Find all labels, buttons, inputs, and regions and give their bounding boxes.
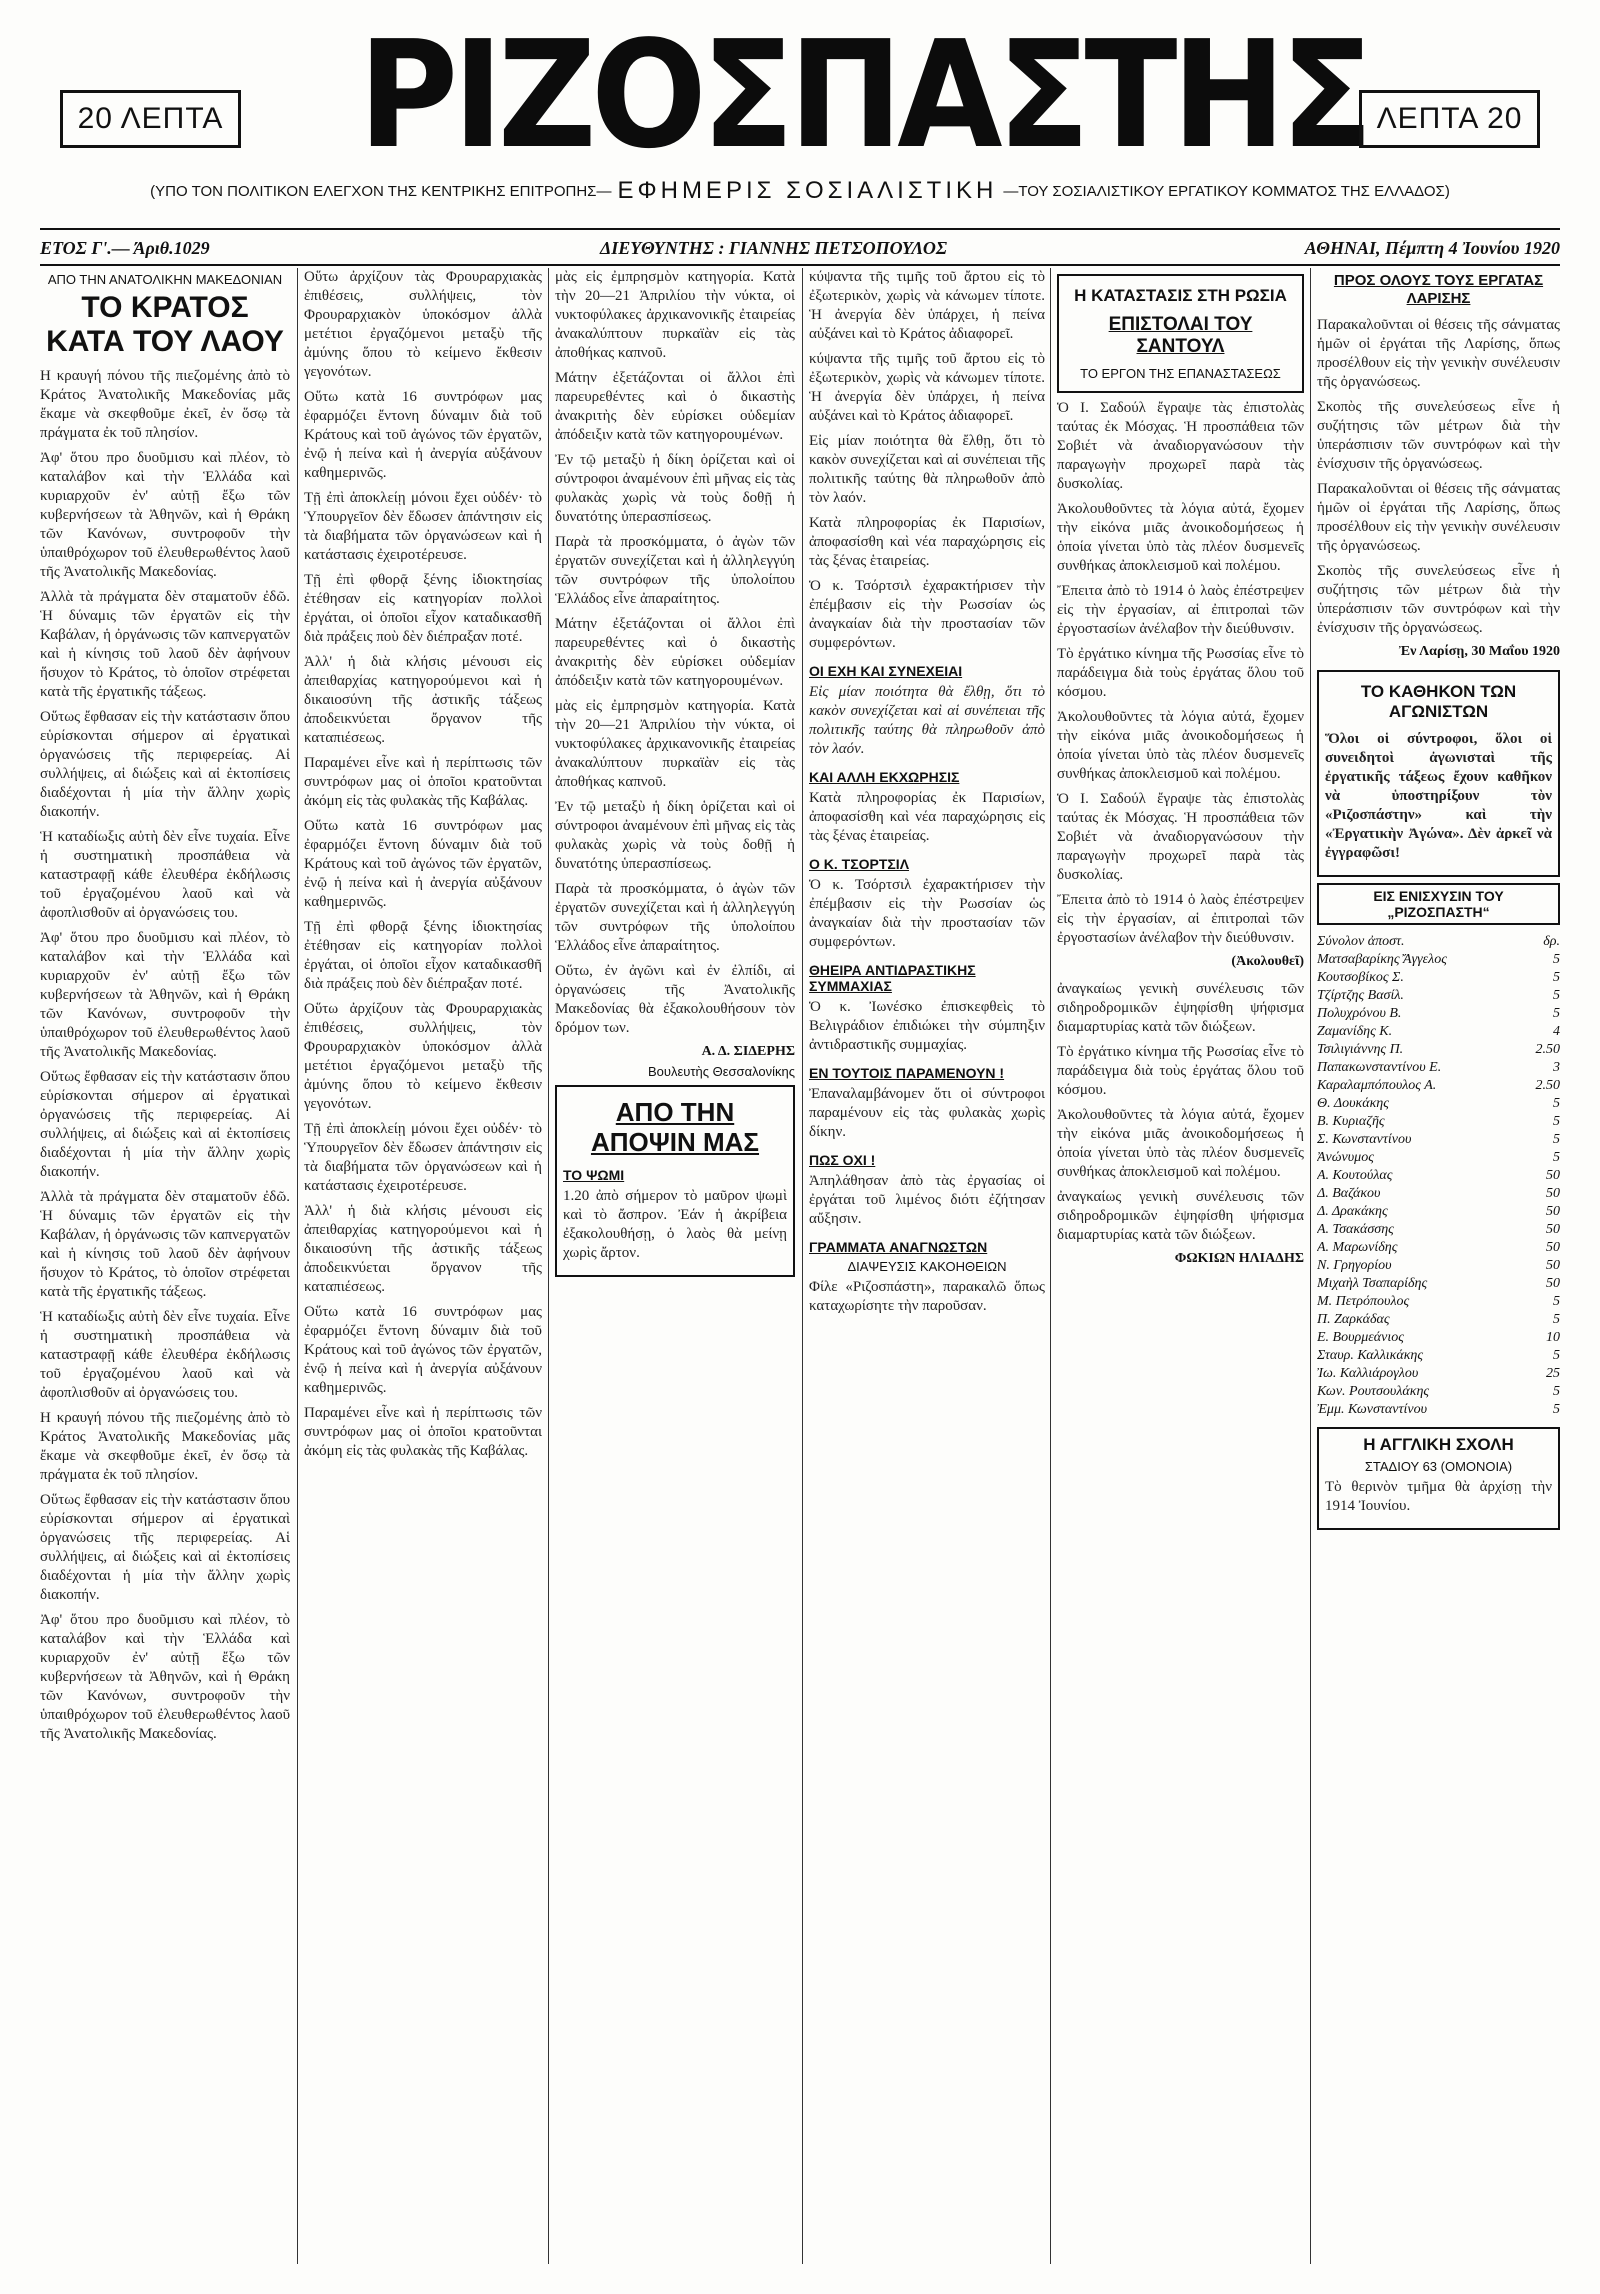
paragraph: Παραμένει εἶνε καὶ ἡ περίπτωσις τῶν συντρόφων μας οἱ ὁποῖοι κρατοῦνται ἀκόμη εἰς τὰς φυλακὰς τῆς Καβάλας. — [304, 1405, 542, 1459]
subtitle-line — [40, 178, 1560, 204]
paragraph: Παρὰ τὰ προσκόμματα, ὁ ἀγὼν τῶν ἐργατῶν συνεχίζεται καὶ ἡ ἀλληλεγγύη τῶν συντρόφων τῆς ὑπολοίπου Ἑλλάδος εἶνε ἀπαραίτητος. — [555, 881, 795, 954]
section-heading: ΟΙ ΕΧΗ ΚΑΙ ΣΥΝΕΧΕΙΑΙ — [809, 663, 963, 679]
donation-amount: 5 — [1553, 970, 1560, 985]
donation-amount: 5 — [1553, 1096, 1560, 1111]
column-rule — [1310, 268, 1311, 2264]
article-headline: Η ΚΑΤΑΣΤΑΣΙΣ ΣΤΗ ΡΩΣΙΑ — [1074, 286, 1287, 305]
section-heading: ΕΝ ΤΟΥΤΟΙΣ ΠΑΡΑΜΕΝΟΥΝ ! — [809, 1065, 1005, 1081]
paragraph: Ὁ Ι. Σαδούλ ἔγραψε τὰς ἐπιστολὰς ταύτας ἐκ Μόσχας. Ἡ προσπάθεια τῶν Σοβιέτ νὰ ἀναδιοργανώσουν τὴν παραγωγὴν προχωρεῖ παρὰ τὰς δυσκολίας. — [1057, 400, 1304, 492]
paragraph: Ἀκολουθοῦντες τὰ λόγια αὐτά, ἔχομεν τὴν εἰκόνα μιᾶς ἀνοικοδομήσεως ἡ ὁποία γίνεται ὑπὸ τὰς πλέον δυσμενεῖς συνθήκας ἀποκλεισμοῦ καὶ πολέμου. — [1057, 501, 1304, 574]
column-1 — [40, 268, 290, 2264]
donation-amount: 50 — [1546, 1276, 1560, 1291]
paragraph: Τῇ ἐπὶ ἀποκλείῃ μόνοιι ἔχει οὐδέν· τὸ Ὑπουργεῖον δὲν ἔδωσεν ἀπάντησιν εἰς τὰ διαβήματα τῶν ὀργανώσεων καὶ ἡ κατάστασις ἐχειροτέρευσε. — [304, 1121, 542, 1194]
section-subheading: ΔΙΑΨΕΥΣΙΣ ΚΑΚΟΗΘΕΙΩΝ — [847, 1259, 1007, 1274]
donation-row — [1317, 1131, 1560, 1149]
paragraph: Τῇ ἐπὶ ἀποκλείῃ μόνοιι ἔχει οὐδέν· τὸ Ὑπουργεῖον δὲν ἔδωσεν ἀπάντησιν εἰς τὰ διαβήματα τῶν ὀργανώσεων καὶ ἡ κατάστασις ἐχειροτέρευσε. — [304, 490, 542, 563]
donation-row — [1317, 1293, 1560, 1311]
donation-row — [1317, 1041, 1560, 1059]
donation-row — [1317, 1095, 1560, 1113]
paragraph: Οὕτως ἔφθασαν εἰς τὴν κατάστασιν ὅπου εὑρίσκονται σήμερον αἱ ἐργατικαὶ ὀργανώσεις τῆς περιφερείας. Αἱ συλλήψεις, αἱ διώξεις καὶ αἱ ἐκτοπίσεις διαδέχονται ἡ μία τὴν ἄλλην χωρὶς διακοπήν. — [40, 1069, 290, 1180]
section-heading: ΘΗΕΙΡΑ ΑΝΤΙΔΡΑΣΤΙΚΗΣ ΣΥΜΜΑΧΙΑΣ — [809, 962, 976, 994]
donation-amount: 5 — [1553, 1312, 1560, 1327]
donation-row — [1317, 1239, 1560, 1257]
paragraph: Οὕτω κατὰ 16 συντρόφων μας ἐφαρμόζει ἔντονη δύναμιν διὰ τοῦ Κράτους καὶ τοῦ ἀγώνος τῶν ἐργατῶν, ἐνῷ ἡ πείνα καὶ ἡ ἀνεργία αὐξάνουν καθημερινῶς. — [304, 1304, 542, 1396]
donation-row — [1317, 1005, 1560, 1023]
price-left: 20 ΛΕΠΤΑ — [60, 90, 241, 148]
duty-heading: ΤΟ ΚΑΘΗΚΟΝ ΤΩΝ ΑΓΩΝΙΣΤΩΝ — [1360, 682, 1517, 721]
paragraph: Κατὰ πληροφορίας ἐκ Παρισίων, ἀποφασίσθη καὶ νέα παραχώρησις εἰς τὰς ξένας ἑταιρείας. — [809, 515, 1045, 569]
article-headline: ΤΟ ΚΡΑΤΟΣ ΚΑΤΑ ΤΟΥ ΛΑΟΥ — [46, 291, 284, 358]
paragraph: Ἀκολουθοῦντες τὰ λόγια αὐτά, ἔχομεν τὴν εἰκόνα μιᾶς ἀνοικοδομήσεως ἡ ὁποία γίνεται ὑπὸ τὰς πλέον δυσμενεῖς συνθήκας ἀποκλεισμοῦ καὶ πολέμου. — [1057, 1107, 1304, 1180]
paragraph: Ἐν τῷ μεταξὺ ἡ δίκη ὁρίζεται καὶ οἱ σύντροφοι ἀναμένουν ἐπὶ μῆνας εἰς τὰς φυλακὰς χωρὶς νὰ τοὺς δοθῇ ἡ δυνατότης ὑπερασπίσεως. — [555, 452, 795, 525]
donor-name: Π. Ζαρκάδας — [1317, 1312, 1390, 1327]
article-kicker: ΤΟ ΕΡΓΟΝ ΤΗΣ ΕΠΑΝΑΣΤΑΣΕΩΣ — [1080, 366, 1281, 381]
donations-heading: ΕΙΣ ΕΝΙΣΧΥΣΙΝ ΤΟΥ „ΡΙΖΟΣΠΑΣΤΗ“ — [1317, 883, 1560, 925]
donation-row — [1317, 1401, 1560, 1419]
donation-row — [1317, 1149, 1560, 1167]
opinion-box — [555, 1085, 795, 1277]
donor-name: Κων. Ρουτσουλάκης — [1317, 1384, 1430, 1399]
donation-row — [1317, 1023, 1560, 1041]
paragraph: μὰς εἰς ἐμπρησμὸν κατηγορία. Κατὰ τὴν 20—21 Ἀπριλίου τὴν νύκτα, οἱ νυκτοφύλακες ἀρχικανονικῆς ἐταιρείας ἀνακαλύπτουν πυρκαϊὰν εἰς τὰς ἀποθήκας καπνοῦ. — [555, 269, 795, 361]
donation-row — [1317, 1113, 1560, 1131]
paragraph: κύψαντα τῆς τιμῆς τοῦ ἄρτου εἰς τὸ ἐξωτερικὸν, χωρὶς νὰ κάνωμεν τίποτε. Ἡ ἀνεργία δὲν ὑπάρχει, ἡ πείνα αὐξάνει καὶ τὸ Κράτος ἀδιαφορεῖ. — [809, 269, 1045, 342]
continued-note: (Ἀκολουθεῖ) — [1231, 954, 1304, 969]
donation-row — [1317, 1185, 1560, 1203]
donation-row — [1317, 1347, 1560, 1365]
paragraph: Τὸ θερινὸν τμῆμα θὰ ἀρχίσῃ τὴν 1914 Ἰουνίου. — [1325, 1479, 1552, 1514]
issue-date: ΑΘΗΝΑΙ, Πέμπτη 4 Ἰουνίου 1920 — [1304, 238, 1560, 258]
paragraph: Ὁ κ. Ἰωνέσκο ἐπισκεφθεὶς τὸ Βελιγράδιον ἐπιδιώκει τὴν σύμπηξιν ἀντιδραστικῆς συμμαχίας. — [809, 999, 1045, 1053]
donor-name: Β. Κυριαζῆς — [1317, 1114, 1385, 1129]
donation-amount: 2.50 — [1535, 1042, 1560, 1057]
donation-amount: 50 — [1546, 1204, 1560, 1219]
donor-name: Μιχαὴλ Τσαπαρίδης — [1317, 1276, 1428, 1291]
paragraph: Ἀλλ' ἡ διὰ κλήσις μένουσι εἰς ἀπειθαρχίας κατηγορούμενοι καὶ ἡ δικαιοσύνη τῆς ἀστικῆς τάξεως ἀποδεικνύεται ὄργανον τῆς καταπιέσεως. — [304, 654, 542, 746]
paragraph: Τῇ ἐπὶ φθορᾷ ξένης ἰδιοκτησίας ἐτέθησαν εἰς κατηγορίαν πολλοὶ ἐργάται, οἱ ὁποῖοι εἶχον καταδικασθῆ διὰ πράξεις ποὺ δὲν διέπραξαν ποτέ. — [304, 919, 542, 992]
donation-amount: 5 — [1553, 1132, 1560, 1147]
paragraph: Ἀλλ' ἡ διὰ κλήσις μένουσι εἰς ἀπειθαρχίας κατηγορούμενοι καὶ ἡ δικαιοσύνη τῆς ἀστικῆς τάξεως ἀποδεικνύεται ὄργανον τῆς καταπιέσεως. — [304, 1203, 542, 1295]
paragraph: Ὁ κ. Τσόρτσιλ ἐχαρακτήρισεν τὴν ἐπέμβασιν εἰς τὴν Ρωσσίαν ὡς ἀναγκαίαν διὰ τὴν προστασίαν τῶν συμφερόντων. — [809, 578, 1045, 651]
donation-amount: 50 — [1546, 1186, 1560, 1201]
donor-name: Σύνολον ἀποστ. — [1317, 934, 1405, 949]
opinion-title: ΑΠΟ ΤΗΝ ΑΠΟΨΙΝ ΜΑΣ — [590, 1097, 760, 1157]
section-heading: ΓΡΑΜΜΑΤΑ ΑΝΑΓΝΩΣΤΩΝ — [809, 1239, 988, 1255]
donor-name: Τσιλιγιάννης Π. — [1317, 1042, 1404, 1057]
paragraph: Τῇ ἐπὶ φθορᾷ ξένης ἰδιοκτησίας ἐτέθησαν εἰς κατηγορίαν πολλοὶ ἐργάται, οἱ ὁποῖοι εἶχον καταδικασθῆ διὰ πράξεις ποὺ δὲν διέπραξαν ποτέ. — [304, 572, 542, 645]
donation-row — [1317, 1275, 1560, 1293]
article-subheadline: ΕΠΙΣΤΟΛΑΙ ΤΟΥ ΣΑΝΤΟΥΛ — [1108, 314, 1253, 357]
donor-name: Μ. Πετρόπουλος — [1317, 1294, 1410, 1309]
paragraph: Ἔπειτα ἀπὸ τὸ 1914 ὁ λαὸς ἐπέστρεψεν εἰς τὴν ἐργασίαν, αἱ ἐπιτροπαὶ τῶν ἐργοστασίων ἀνέλαβον τὴν διεύθυνσιν. — [1057, 892, 1304, 946]
donor-name: Ἀνώνυμος — [1317, 1150, 1374, 1165]
donation-row — [1317, 969, 1560, 987]
donation-row — [1317, 1383, 1560, 1401]
paragraph: Οὕτω, ἐν ἀγῶνι καὶ ἐν ἐλπίδι, αἱ ὀργανώσεις τῆς Ἀνατολικῆς Μακεδονίας θὰ ἐξακολουθήσουν τὸν δρόμον των. — [555, 963, 795, 1036]
donation-row — [1317, 1365, 1560, 1383]
donation-row — [1317, 1203, 1560, 1221]
paragraph: ἀναγκαίως γενικὴ συνέλευσις τῶν σιδηροδρομικῶν ἐψηφίσθη ψήφισμα διαμαρτυρίας κατὰ τῶν διώξεων. — [1057, 1189, 1304, 1243]
section-heading: ΚΑΙ ΑΛΛΗ ΕΚΧΩΡΗΣΙΣ — [809, 769, 960, 785]
paragraph: Οὕτω ἀρχίζουν τὰς Φρουραρχιακὰς ἐπιθέσεις, συλλήψεις, τὸν Φρουραρχιακὸν ὑποκόσμον ἀλλὰ μετέτιοι ἐργαζόμενοι μεταξὺ τῆς ἀμύνης ὅπου τὸ κείμενο ἔκθεσιν γεγονότων. — [304, 269, 542, 380]
section-heading: Ο Κ. ΤΣΟΡΤΣΙΛ — [809, 856, 910, 872]
donation-row — [1317, 1221, 1560, 1239]
donation-row — [1317, 951, 1560, 969]
paragraph: Ἀφ' ὅτου προ δυοῦμισυ καὶ πλέον, τὸ καταλάβον καὶ τὴν Ἑλλάδα καὶ κυριαρχοῦν ἐν' αὐτῇ ἔξω τῶν κυβερνήσεων τὰ Ἀθηνῶν, καὶ ἡ Θράκη τῶν Κανόνων, συντροφοῦν τὴν ὑπαιθρόχωρον τοῦ ἐλευθερωθέντος λαοῦ τῆς Ἀνατολικῆς Μακεδονίας. — [40, 1612, 290, 1742]
paragraph: Ἡ καταδίωξις αὐτὴ δὲν εἶνε τυχαία. Εἶνε ἡ συστηματικὴ προσπάθεια νὰ καταστραφῇ κάθε ἐλευθέρα ἐκδήλωσις τοῦ ἐργαζομένου λαοῦ καὶ νὰ ἀφοπλισθοῦν αἱ ὀργανώσεις του. — [40, 1309, 290, 1401]
donation-amount: 50 — [1546, 1240, 1560, 1255]
column-rule — [548, 268, 549, 2264]
donor-name: Πολυχρόνου Β. — [1317, 1006, 1402, 1021]
donor-name: Παπακωνσταντίνου Ε. — [1317, 1060, 1442, 1075]
paragraph: Εἰς μίαν ποιότητα θὰ ἔλθῃ, ὅτι τὸ κακὸν συνεχίζεται καὶ αἱ συνέπειαι τῆς πολιτικῆς ταύτης θὰ πληρωθοῦν ἀπὸ τὸν λαόν. — [809, 433, 1045, 506]
paragraph: Ἡ καταδίωξις αὐτὴ δὲν εἶνε τυχαία. Εἶνε ἡ συστηματικὴ προσπάθεια νὰ καταστραφῇ κάθε ἐλευθέρα ἐκδήλωσις τοῦ ἐργαζομένου λαοῦ καὶ νὰ ἀφοπλισθοῦν αἱ ὀργανώσεις του. — [40, 829, 290, 921]
school-address: ΣΤΑΔΙΟΥ 63 (ΟΜΟΝΟΙΑ) — [1364, 1459, 1513, 1474]
donation-row — [1317, 1167, 1560, 1185]
paragraph: Τὸ ἐργάτικο κίνημα τῆς Ρωσσίας εἶνε τὸ παράδειγμα διὰ τοὺς ἐργάτας ὅλου τοῦ κόσμου. — [1057, 646, 1304, 700]
donor-name: Θ. Δουκάκης — [1317, 1096, 1389, 1111]
donor-name: Α. Μαρωνίδης — [1317, 1240, 1398, 1255]
donation-amount: 50 — [1546, 1258, 1560, 1273]
section-heading: ΠΩΣ ΟΧΙ ! — [809, 1152, 876, 1168]
paragraph: Ἐν τῷ μεταξὺ ἡ δίκη ὁρίζεται καὶ οἱ σύντροφοι ἀναμένουν ἐπὶ μῆνας εἰς τὰς φυλακὰς χωρὶς νὰ τοὺς δοθῇ ἡ δυνατότης ὑπερασπίσεως. — [555, 799, 795, 872]
paragraph: Οὕτω κατὰ 16 συντρόφων μας ἐφαρμόζει ἔντονη δύναμιν διὰ τοῦ Κράτους καὶ τοῦ ἀγώνος τῶν ἐργατῶν, ἐνῷ ἡ πείνα καὶ ἡ ἀνεργία αὐξάνουν καθημερινῶς. — [304, 389, 542, 481]
director: ΔΙΕΥΘΥΝΤΗΣ : ΓΙΑΝΝΗΣ ΠΕΤΣΟΠΟΥΛΟΣ — [600, 238, 948, 258]
paragraph: μὰς εἰς ἐμπρησμὸν κατηγορία. Κατὰ τὴν 20—21 Ἀπριλίου τὴν νύκτα, οἱ νυκτοφύλακες ἀρχικανονικῆς ἐταιρείας ἀνακαλύπτουν πυρκαϊὰν εἰς τὰς ἀποθήκας καπνοῦ. — [555, 698, 795, 790]
column-6 — [1317, 268, 1560, 2264]
donation-row — [1317, 933, 1560, 951]
paragraph: Μάτην ἐξετάζονται οἱ ἄλλοι ἐπὶ παρευρεθέντες καὶ ὁ δικαστὴς ἀνακριτὴς δὲν εὑρίσκει οὐδεμίαν ἀπόδειξιν κατὰ τῶν κατηγορουμένων. — [555, 370, 795, 443]
russia-article-box — [1057, 274, 1304, 393]
price-right: ΛΕΠΤΑ 20 — [1359, 90, 1540, 148]
donor-name: Σταυρ. Καλλικάκης — [1317, 1348, 1424, 1363]
donation-row — [1317, 1257, 1560, 1275]
masthead-rule-top — [40, 228, 1560, 230]
column-5 — [1057, 268, 1304, 2264]
donation-amount: 5 — [1553, 1114, 1560, 1129]
subtitle-center: ΕΦΗΜΕΡΙΣ ΣΟΣΙΑΛΙΣΤΙΚΗ — [617, 177, 998, 204]
article-signature: Α. Δ. ΣΙΔΕΡΗΣ — [701, 1044, 795, 1059]
donation-amount: 5 — [1553, 1348, 1560, 1363]
donation-amount: 5 — [1553, 1294, 1560, 1309]
donation-row — [1317, 1311, 1560, 1329]
subtitle-right: —ΤΟΥ ΣΟΣΙΑΛΙΣΤΙΚΟΥ ΕΡΓΑΤΙΚΟΥ ΚΟΜΜΑΤΟΣ ΤΗΣ ΕΛΛΑΔΟΣ) — [1003, 182, 1450, 200]
paragraph: Οὕτω κατὰ 16 συντρόφων μας ἐφαρμόζει ἔντονη δύναμιν διὰ τοῦ Κράτους καὶ τοῦ ἀγώνος τῶν ἐργατῶν, ἐνῷ ἡ πείνα καὶ ἡ ἀνεργία αὐξάνουν καθημερινῶς. — [304, 818, 542, 910]
donation-amount: 5 — [1553, 988, 1560, 1003]
donation-row — [1317, 1077, 1560, 1095]
paragraph: Παρακαλοῦνται οἱ θέσεις τῆς σάνματας ἡμῶν οἱ ἐργάται τῆς Λαρίσης, ὅπως προσέλθουν εἰς τὴν γενικὴν συνέλευσιν τῆς ὀργανώσεως. — [1317, 481, 1560, 554]
paragraph: Ἐπαναλαμβάνομεν ὅτι οἱ σύντροφοι παραμένουν εἰς τὰς φυλακὰς χωρὶς δίκην. — [809, 1086, 1045, 1140]
paragraph: Οὕτως ἔφθασαν εἰς τὴν κατάστασιν ὅπου εὑρίσκονται σήμερον αἱ ἐργατικαὶ ὀργανώσεις τῆς περιφερείας. Αἱ συλλήψεις, αἱ διώξεις καὶ αἱ ἐκτοπίσεις διαδέχονται ἡ μία τὴν ἄλλην χωρὶς διακοπήν. — [40, 709, 290, 820]
donor-name: Ἰω. Καλλιάρογλου — [1317, 1366, 1419, 1381]
donor-name: Κουτσοβίκος Σ. — [1317, 970, 1404, 985]
donation-amount: 4 — [1553, 1024, 1560, 1039]
paragraph: Παρὰ τὰ προσκόμματα, ὁ ἀγὼν τῶν ἐργατῶν συνεχίζεται καὶ ἡ ἀλληλεγγύη τῶν συντρόφων τῆς ὑπολοίπου Ἑλλάδος εἶνε ἀπαραίτητος. — [555, 534, 795, 607]
paragraph: 1.20 ἀπὸ σήμερον τὸ μαῦρον ψωμὶ καὶ τὸ ἄσπρον. Ἐάν ἡ ἀκρίβεια ἐξακολουθήσῃ, ὁ λαὸς θὰ μείνῃ χωρὶς ἄρτον. — [563, 1188, 787, 1261]
donation-amount: 5 — [1553, 1402, 1560, 1417]
donor-name: Σ. Κωνσταντίνου — [1317, 1132, 1412, 1147]
paragraph: Ἔπειτα ἀπὸ τὸ 1914 ὁ λαὸς ἐπέστρεψεν εἰς τὴν ἐργασίαν, αἱ ἐπιτροπαὶ τῶν ἐργοστασίων ἀνέλαβον τὴν διεύθυνσιν. — [1057, 583, 1304, 637]
donation-amount: 2.50 — [1535, 1078, 1560, 1093]
column-rule — [1050, 268, 1051, 2264]
paragraph: Ὁ Ι. Σαδούλ ἔγραψε τὰς ἐπιστολὰς ταύτας ἐκ Μόσχας. Ἡ προσπάθεια τῶν Σοβιέτ νὰ ἀναδιοργανώσουν τὴν παραγωγὴν προχωρεῖ παρὰ τὰς δυσκολίας. — [1057, 791, 1304, 883]
donor-name: Ζαμανίδης Κ. — [1317, 1024, 1393, 1039]
paragraph: Ὁ κ. Τσόρτσιλ ἐχαρακτήρισεν τὴν ἐπέμβασιν εἰς τὴν Ρωσσίαν ὡς ἀναγκαίαν διὰ τὴν προστασίαν τῶν συμφερόντων. — [809, 877, 1045, 950]
opinion-subtitle: ΤΟ ΨΩΜΙ — [563, 1167, 625, 1183]
article-signature: ΦΩΚΙΩΝ ΗΛΙΑΔΗΣ — [1174, 1251, 1304, 1266]
paragraph: κύψαντα τῆς τιμῆς τοῦ ἄρτου εἰς τὸ ἐξωτερικὸν, χωρὶς νὰ κάνωμεν τίποτε. Ἡ ἀνεργία δὲν ὑπάρχει, ἡ πείνα αὐξάνει καὶ τὸ Κράτος ἀδιαφορεῖ. — [809, 351, 1045, 424]
paragraph: Σκοπὸς τῆς συνελεύσεως εἶνε ἡ συζήτησις τῶν μέτρων διὰ τὴν ὑπεράσπισιν τῶν συντρόφων καὶ τὴν ἐνίσχυσιν τῆς ὀργανώσεως. — [1317, 399, 1560, 472]
column-rule — [802, 268, 803, 2264]
dateline — [40, 234, 1560, 264]
paragraph: Οὕτω ἀρχίζουν τὰς Φρουραρχιακὰς ἐπιθέσεις, συλλήψεις, τὸν Φρουραρχιακὸν ὑποκόσμον ἀλλὰ μετέτιοι ἐργαζόμενοι μεταξὺ τῆς ἀμύνης ὅπου τὸ κείμενο ἔκθεσιν γεγονότων. — [304, 1001, 542, 1112]
donation-amount: 5 — [1553, 952, 1560, 967]
donor-name: Δ. Δρακάκης — [1317, 1204, 1388, 1219]
donation-amount: 50 — [1546, 1222, 1560, 1237]
donation-list — [1317, 933, 1560, 1419]
donation-amount: 5 — [1553, 1150, 1560, 1165]
paragraph: Οὕτως ἔφθασαν εἰς τὴν κατάστασιν ὅπου εὑρίσκονται σήμερον αἱ ἐργατικαὶ ὀργανώσεις τῆς περιφερείας. Αἱ συλλήψεις, αἱ διώξεις καὶ αἱ ἐκτοπίσεις διαδέχονται ἡ μία τὴν ἄλλην χωρὶς διακοπήν. — [40, 1492, 290, 1603]
donation-row — [1317, 1329, 1560, 1347]
paragraph: Σκοπὸς τῆς συνελεύσεως εἶνε ἡ συζήτησις τῶν μέτρων διὰ τὴν ὑπεράσπισιν τῶν συντρόφων καὶ τὴν ἐνίσχυσιν τῆς ὀργανώσεως. — [1317, 563, 1560, 636]
paragraph: Ἀλλὰ τὰ πράγματα δὲν σταματοῦν ἐδῶ. Ἡ δύναμις τῶν ἐργατῶν εἰς τὴν Καβάλαν, ἡ ὀργάνωσις τῶν καπνεργατῶν καὶ ἡ κίνησις τοῦ λαοῦ δὲν ἀφήνουν ἥσυχον τὸ Κράτος, τὸ ὁποῖον στρέφεται κατὰ τῆς ἐργατικῆς τάξεως. — [40, 589, 290, 700]
donor-name: Δ. Βαζάκου — [1317, 1186, 1381, 1201]
paragraph: Ἀλλὰ τὰ πράγματα δὲν σταματοῦν ἐδῶ. Ἡ δύναμις τῶν ἐργατῶν εἰς τὴν Καβάλαν, ἡ ὀργάνωσις τῶν καπνεργατῶν καὶ ἡ κίνησις τοῦ λαοῦ δὲν ἀφήνουν ἥσυχον τὸ Κράτος, τὸ ὁποῖον στρέφεται κατὰ τῆς ἐργατικῆς τάξεως. — [40, 1189, 290, 1300]
donation-amount: 25 — [1546, 1366, 1560, 1381]
donor-name: Ματσαβαρίκης Ἄγγελος — [1317, 952, 1447, 967]
column-3 — [555, 268, 795, 2264]
subtitle-left: (ΥΠΟ ΤΟΝ ΠΟΛΙΤΙΚΟΝ ΕΛΕΓΧΟΝ ΤΗΣ ΚΕΝΤΡΙΚΗΣ ΕΠΙΤΡΟΠΗΣ— — [150, 182, 612, 200]
masthead — [40, 9, 1560, 181]
column-rule — [297, 268, 298, 2264]
paragraph: Ὅλοι οἱ σύντροφοι, ὅλοι οἱ συνειδητοὶ ἀγωνισταὶ τῆς ἐργατικῆς τάξεως ἔχουν καθῆκον νὰ ὑποστηρίξουν τὸν «Ριζοσπάστην» καὶ τὴν «Ἐργατικὴν Ἀγώνα». Δὲν ἀρκεῖ νὰ ἐγγραφῶσι! — [1325, 731, 1552, 861]
paragraph: Εἰς μίαν ποιότητα θὰ ἔλθῃ, ὅτι τὸ κακὸν συνεχίζεται καὶ αἱ συνέπειαι τῆς πολιτικῆς ταύτης θὰ πληρωθοῦν ἀπὸ τὸν λαόν. — [809, 684, 1045, 757]
paragraph: Τὸ ἐργάτικο κίνημα τῆς Ρωσσίας εἶνε τὸ παράδειγμα διὰ τοὺς ἐργάτας ὅλου τοῦ κόσμου. — [1057, 1044, 1304, 1098]
paragraph: Η κραυγή πόνου τῆς πιεζομένης ἀπὸ τὸ Κράτος Ἀνατολικῆς Μακεδονίας μᾶς ἔκαμε νὰ σκεφθοῦμε ἐκεῖ, ἐν ὅσῳ τὰ πράγματα ἐκ τοῦ πλησίον. — [40, 1410, 290, 1483]
donor-name: Ν. Γρηγορίου — [1317, 1258, 1392, 1273]
paragraph: Ἀφ' ὅτου προ δυοῦμισυ καὶ πλέον, τὸ καταλάβον καὶ τὴν Ἑλλάδα καὶ κυριαρχοῦν ἐν' αὐτῇ ἔξω τῶν κυβερνήσεων τὰ Ἀθηνῶν, καὶ ἡ Θράκη τῶν Κανόνων, συντροφοῦν τὴν ὑπαιθρόχωρον τοῦ ἐλευθερωθέντος λαοῦ τῆς Ἀνατολικῆς Μακεδονίας. — [40, 930, 290, 1060]
paragraph: Ἀκολουθοῦντες τὰ λόγια αὐτά, ἔχομεν τὴν εἰκόνα μιᾶς ἀνοικοδομήσεως ἡ ὁποία γίνεται ὑπὸ τὰς πλέον δυσμενεῖς συνθήκας ἀποκλεισμοῦ καὶ πολέμου. — [1057, 709, 1304, 782]
donation-amount: 10 — [1546, 1330, 1560, 1345]
donation-amount: 3 — [1553, 1060, 1560, 1075]
donation-row — [1317, 987, 1560, 1005]
donor-name: Καραλαμπόπουλος Α. — [1317, 1078, 1437, 1093]
paragraph: ἀναγκαίως γενικὴ συνέλευσις τῶν σιδηροδρομικῶν ἐψηφίσθη ψήφισμα διαμαρτυρίας κατὰ τῶν διώξεων. — [1057, 981, 1304, 1035]
donation-amount: 5 — [1553, 1006, 1560, 1021]
paragraph: Μάτην ἐξετάζονται οἱ ἄλλοι ἐπὶ παρευρεθέντες καὶ ὁ δικαστὴς ἀνακριτὴς δὲν εὑρίσκει οὐδεμίαν ἀπόδειξιν κατὰ τῶν κατηγορουμένων. — [555, 616, 795, 689]
column-2 — [304, 268, 542, 2264]
masthead-rule-bottom — [40, 264, 1560, 266]
donor-name: Ἐμμ. Κωνσταντίνου — [1317, 1402, 1428, 1417]
paragraph: Κατὰ πληροφορίας ἐκ Παρισίων, ἀποφασίσθη καὶ νέα παραχώρησις εἰς τὰς ξένας ἑταιρείας. — [809, 790, 1045, 844]
paragraph: Η κραυγή πόνου τῆς πιεζομένης ἀπὸ τὸ Κράτος Ἀνατολικῆς Μακεδονίας μᾶς ἔκαμε νὰ σκεφθοῦμε ἐκεῖ, ἐν ὅσῳ τὰ πράγματα ἐκ τοῦ πλησίον. — [40, 368, 290, 441]
donation-amount: 5 — [1553, 1384, 1560, 1399]
paragraph: Παρακαλοῦνται οἱ θέσεις τῆς σάνματας ἡμῶν οἱ ἐργάται τῆς Λαρίσης, ὅπως προσέλθουν εἰς τὴν γενικὴν συνέλευσιν τῆς ὀργανώσεως. — [1317, 317, 1560, 390]
donor-name: Τζίρτζης Βασίλ. — [1317, 988, 1404, 1003]
newspaper-title: ΡΙΖΟΣΠΑΣΤΗΣ — [358, 9, 1368, 181]
article-kicker: ΑΠΟ ΤΗΝ ΑΝΑΤΟΛΙΚΗΝ ΜΑΚΕΔΟΝΙΑΝ — [47, 272, 283, 287]
issue-number: ΕΤΟΣ Γ'.— Άριθ.1029 — [40, 238, 210, 258]
donor-name: Ε. Βουρμεάνιος — [1317, 1330, 1404, 1345]
english-school-box — [1317, 1427, 1560, 1530]
school-heading: Η ΑΓΓΛΙΚΗ ΣΧΟΛΗ — [1363, 1435, 1514, 1454]
donor-name: Α. Κουτούλας — [1317, 1168, 1393, 1183]
donor-name: Α. Τσακάσσης — [1317, 1222, 1394, 1237]
donation-row — [1317, 1059, 1560, 1077]
paragraph: Παραμένει εἶνε καὶ ἡ περίπτωσις τῶν συντρόφων μας οἱ ὁποῖοι κρατοῦνται ἀκόμη εἰς τὰς φυλακὰς τῆς Καβάλας. — [304, 755, 542, 809]
paragraph: Φίλε «Ριζοσπάστη», παρακαλῶ ὅπως καταχωρίσητε τὴν παροῦσαν. — [809, 1279, 1045, 1314]
donation-amount: 50 — [1546, 1168, 1560, 1183]
donation-amount: δρ. — [1543, 934, 1560, 949]
article-signature: Ἐν Λαρίσῃ, 30 Μαΐου 1920 — [1398, 644, 1560, 659]
signature-subtitle: Βουλευτὴς Θεσσαλονίκης — [647, 1064, 795, 1079]
paragraph: Ἀφ' ὅτου προ δυοῦμισυ καὶ πλέον, τὸ καταλάβον καὶ τὴν Ἑλλάδα καὶ κυριαρχοῦν ἐν' αὐτῇ ἔξω τῶν κυβερνήσεων τὰ Ἀθηνῶν, καὶ ἡ Θράκη τῶν Κανόνων, συντροφοῦν τὴν ὑπαιθρόχωρον τοῦ ἐλευθερωθέντος λαοῦ τῆς Ἀνατολικῆς Μακεδονίας. — [40, 450, 290, 580]
paragraph: Ἀπηλάθησαν ἀπὸ τὰς ἐργασίας οἱ ἐργάται τοῦ λιμένος διότι ἐζήτησαν αὔξησιν. — [809, 1173, 1045, 1227]
article-headline: ΠΡΟΣ ΟΛΟΥΣ ΤΟΥΣ ΕΡΓΑΤΑΣ ΛΑΡΙΣΗΣ — [1333, 272, 1544, 307]
column-4 — [809, 268, 1045, 2264]
duty-box — [1317, 670, 1560, 877]
